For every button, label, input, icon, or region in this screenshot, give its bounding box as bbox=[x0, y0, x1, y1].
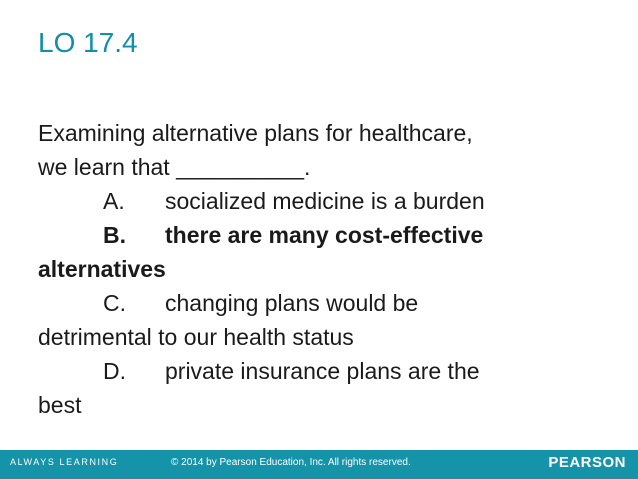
option-a-text: socialized medicine is a burden bbox=[165, 188, 485, 214]
option-b-letter: B. bbox=[103, 222, 126, 248]
option-c bbox=[38, 288, 618, 318]
question-body bbox=[38, 118, 618, 424]
slide-title: LO 17.4 bbox=[38, 27, 138, 58]
option-c-continuation: detrimental to our health status bbox=[38, 324, 354, 350]
footer-copyright: © 2014 by Pearson Education, Inc. All rights reserved. bbox=[171, 457, 411, 468]
option-d-continuation: best bbox=[38, 392, 82, 418]
option-a bbox=[38, 186, 618, 216]
question-line-1: Examining alternative plans for healthcare, bbox=[38, 120, 473, 146]
option-d bbox=[38, 356, 618, 386]
option-c-letter: C. bbox=[103, 290, 126, 316]
footer-tagline: ALWAYS LEARNING bbox=[10, 457, 119, 467]
pearson-logo: PEARSON bbox=[548, 454, 626, 471]
option-b bbox=[38, 220, 618, 250]
option-b-text: there are many cost-effective bbox=[165, 222, 484, 248]
option-d-letter: D. bbox=[103, 358, 126, 384]
option-b-continuation: alternatives bbox=[38, 256, 166, 282]
option-a-letter: A. bbox=[103, 188, 125, 214]
question-line-2: we learn that __________. bbox=[38, 154, 311, 180]
option-d-text: private insurance plans are the bbox=[165, 358, 480, 384]
option-c-text: changing plans would be bbox=[165, 290, 419, 316]
footer-bar bbox=[0, 450, 638, 479]
